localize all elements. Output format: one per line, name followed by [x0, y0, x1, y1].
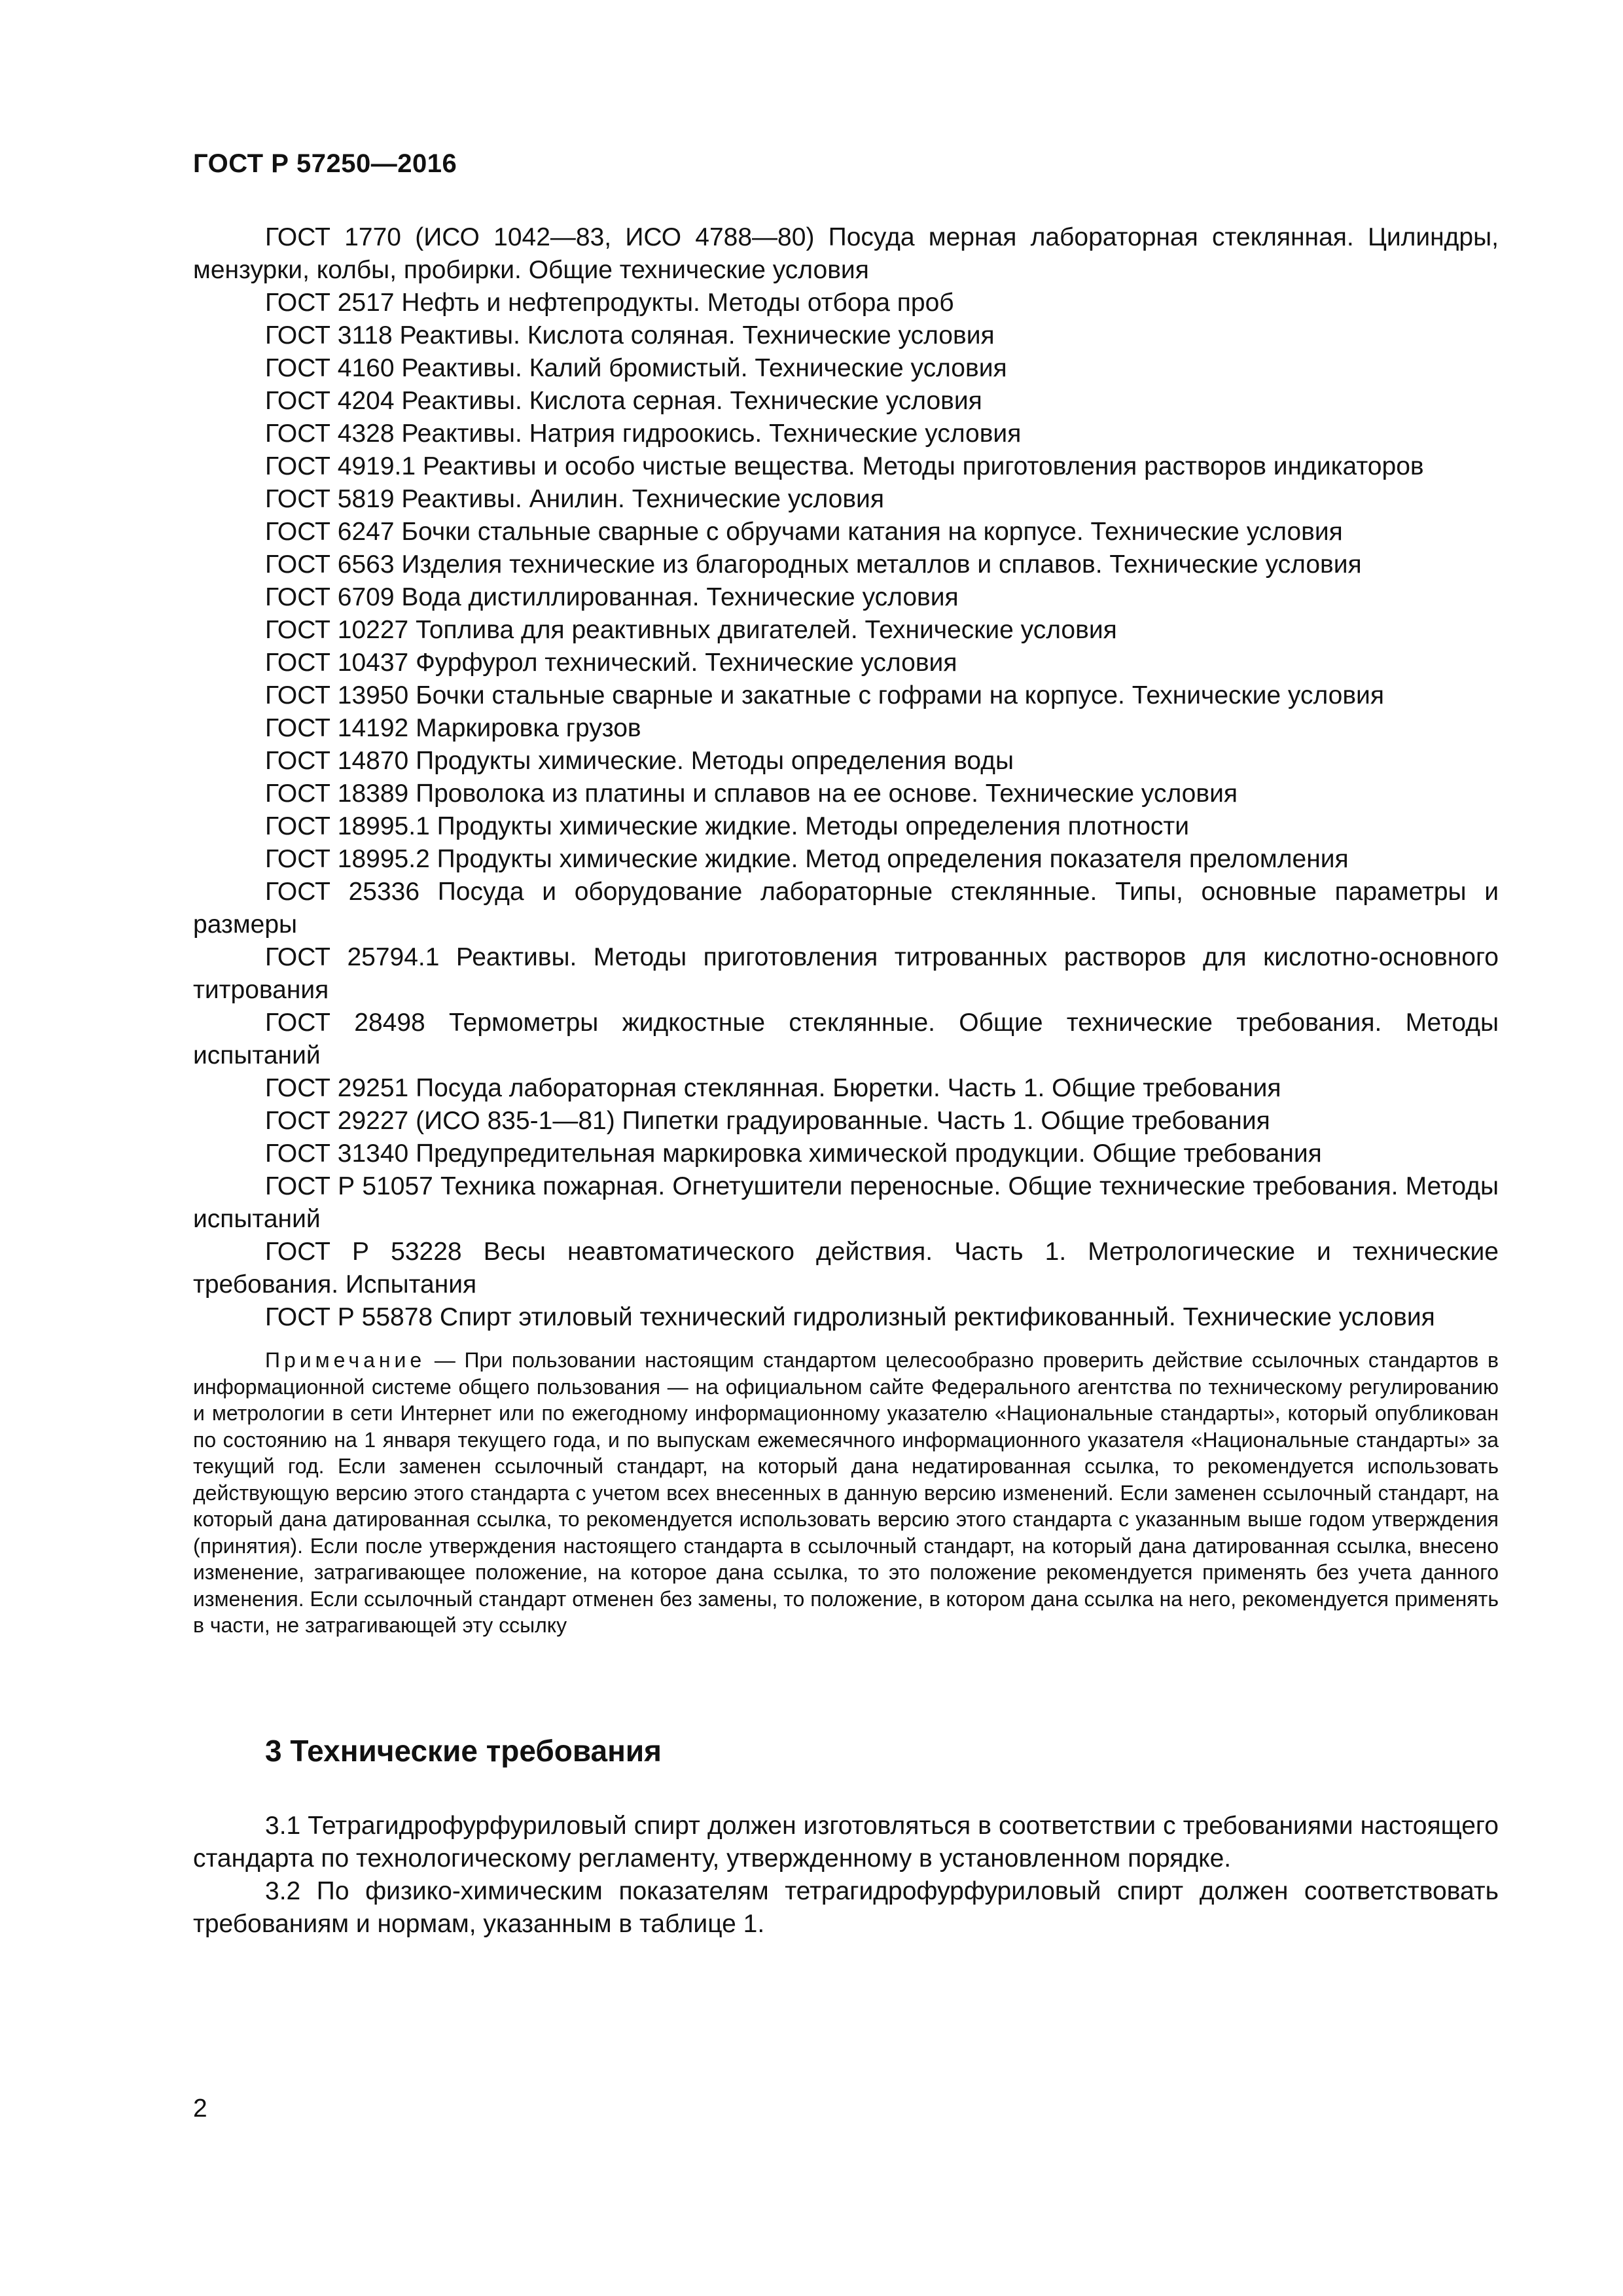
normative-references-list — [193, 221, 1499, 1334]
reference-item: ГОСТ 18995.2 Продукты химические жидкие. Метод определения показателя преломления — [265, 845, 1349, 873]
section-title: 3 Технические требования — [265, 1734, 662, 1768]
reference-item: ГОСТ 6563 Изделия технические из благородных металлов и сплавов. Технические условия — [265, 550, 1362, 579]
reference-item: ГОСТ 6247 Бочки стальные сварные с обручами катания на корпусе. Технические условия — [265, 518, 1343, 546]
reference-item: ГОСТ 25794.1 Реактивы. Методы приготовления титрованных растворов для кислотно-основного титрования — [193, 943, 1499, 1004]
reference-item: ГОСТ 29251 Посуда лабораторная стеклянная. Бюретки. Часть 1. Общие требования — [265, 1074, 1281, 1102]
reference-item: ГОСТ 10227 Топлива для реактивных двигателей. Технические условия — [265, 616, 1117, 644]
section-body — [193, 1810, 1499, 1941]
reference-item: ГОСТ 14870 Продукты химические. Методы определения воды — [265, 747, 1014, 775]
page-number: 2 — [193, 2094, 207, 2123]
reference-item: ГОСТ 31340 Предупредительная маркировка химической продукции. Общие требования — [265, 1139, 1322, 1168]
reference-item: ГОСТ 4328 Реактивы. Натрия гидроокись. Технические условия — [265, 420, 1022, 448]
reference-item: ГОСТ 14192 Маркировка грузов — [265, 714, 641, 742]
note-label: Примечание — [265, 1348, 426, 1372]
note-text: — При пользовании настоящим стандартом целесообразно проверить действие ссылочных стандартов в информационной системе общего пользования — на официальном сайте Федерального агентства по техническому регулированию и метрологии в сети Интернет или по ежегодному информационному указателю «Национальные стандарты», который опубликован по состоянию на 1 января текущего года, и по выпускам ежемесячного информационного указателя «Национальные стандарты» за текущий год. Если заменен ссылочный стандарт, на который дана недатированная ссылка, то рекомендуется использовать действующую версию этого стандарта с учетом всех внесенных в данную версию изменений. Если заменен ссылочный стандарт, на который дана датированная ссылка, то рекомендуется использовать версию этого стандарта с указанным выше годом утверждения (принятия). Если после утверждения настоящего стандарта в ссылочный стандарт, на который дана датированная ссылка, внесено изменение, затрагивающее положение, на которое дана ссылка, то это положение рекомендуется применять без учета данного изменения. Если ссылочный стандарт отменен без замены, то положение, в котором дана ссылка на него, рекомендуется применять в части, не затрагивающей эту ссылку — [193, 1348, 1499, 1637]
reference-item: ГОСТ 4204 Реактивы. Кислота серная. Технические условия — [265, 387, 982, 415]
document-code: ГОСТ Р 57250—2016 — [193, 149, 457, 178]
references-note — [193, 1347, 1499, 1639]
reference-item: ГОСТ Р 53228 Весы неавтоматического действия. Часть 1. Метрологические и технические требования. Испытания — [193, 1238, 1499, 1299]
reference-item: ГОСТ 4160 Реактивы. Калий бромистый. Технические условия — [265, 354, 1007, 382]
paragraph-3-1: 3.1 Тетрагидрофурфуриловый спирт должен изготовляться в соответствии с требованиями настоящего стандарта по технологическому регламенту, утвержденному в установленном порядке. — [193, 1812, 1499, 1873]
reference-item: ГОСТ Р 55878 Спирт этиловый технический гидролизный ректификованный. Технические условия — [265, 1303, 1435, 1331]
reference-item: ГОСТ 18389 Проволока из платины и сплавов на ее основе. Технические условия — [265, 780, 1238, 808]
reference-item: ГОСТ 10437 Фурфурол технический. Технические условия — [265, 649, 957, 677]
reference-item: ГОСТ 3118 Реактивы. Кислота соляная. Технические условия — [265, 321, 995, 350]
reference-item: ГОСТ 28498 Термометры жидкостные стеклянные. Общие технические требования. Методы испытаний — [193, 1009, 1499, 1069]
reference-item: ГОСТ 25336 Посуда и оборудование лабораторные стеклянные. Типы, основные параметры и размеры — [193, 878, 1499, 939]
reference-item: ГОСТ Р 51057 Техника пожарная. Огнетушители переносные. Общие технические требования. Методы испытаний — [193, 1172, 1499, 1233]
reference-item: ГОСТ 6709 Вода дистиллированная. Технические условия — [265, 583, 959, 611]
reference-item: ГОСТ 13950 Бочки стальные сварные и закатные с гофрами на корпусе. Технические условия — [265, 681, 1384, 709]
reference-item: ГОСТ 4919.1 Реактивы и особо чистые вещества. Методы приготовления растворов индикаторов — [265, 452, 1424, 480]
reference-item: ГОСТ 29227 (ИСО 835-1—81) Пипетки градуированные. Часть 1. Общие требования — [265, 1107, 1270, 1135]
reference-item: ГОСТ 2517 Нефть и нефтепродукты. Методы отбора проб — [265, 289, 954, 317]
paragraph-3-2: 3.2 По физико-химическим показателям тетрагидрофурфуриловый спирт должен соответствовать требованиям и нормам, указанным в таблице 1. — [193, 1877, 1499, 1938]
reference-item: ГОСТ 5819 Реактивы. Анилин. Технические условия — [265, 485, 884, 513]
reference-item: ГОСТ 18995.1 Продукты химические жидкие. Методы определения плотности — [265, 812, 1190, 840]
reference-item: ГОСТ 1770 (ИСО 1042—83, ИСО 4788—80) Посуда мерная лабораторная стеклянная. Цилиндры, мензурки, колбы, пробирки. Общие технические условия — [193, 223, 1499, 284]
